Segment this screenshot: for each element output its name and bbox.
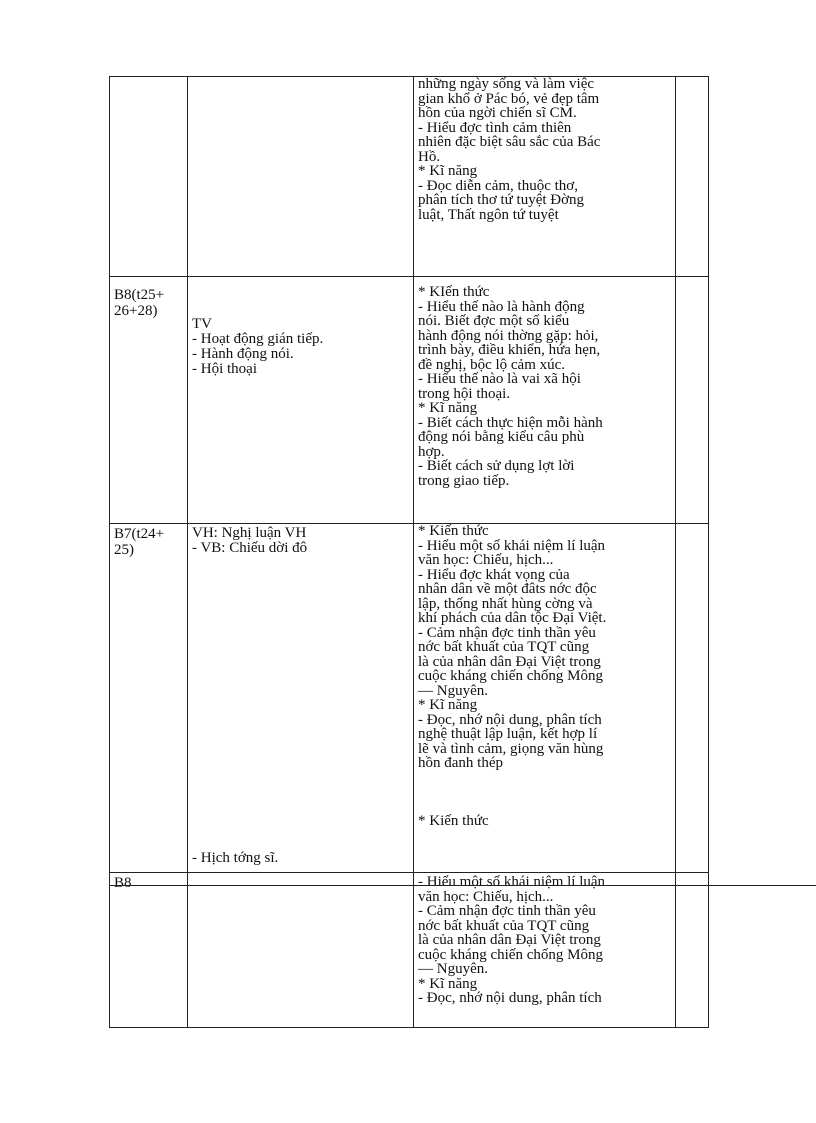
lesson-code-cell <box>110 524 188 873</box>
objective-line: là của nhân dân Đại Việt trong <box>418 932 601 948</box>
objective-line: Hồ. <box>418 148 441 165</box>
objective-line: trong hội thoại. <box>418 385 511 402</box>
objective-line: - Hiểu thế nào là vai xã hội <box>418 371 581 387</box>
objective-line: nớc bất khuất của TQT cũng <box>418 917 590 934</box>
topic-cell <box>188 77 414 277</box>
objective-line: những ngày sống và làm việc <box>418 76 595 92</box>
topic-cell <box>188 277 414 524</box>
objective-line: — Nguyên. <box>418 682 488 699</box>
table-row <box>110 524 709 873</box>
objective-line: gian khổ ở Pác bó, vẻ đẹp tâm <box>418 90 600 107</box>
objective-line: là của nhân dân Đại Việt trong <box>418 653 601 670</box>
objective-line: cuộc kháng chiến chống Mông <box>418 946 603 963</box>
objective-line: phân tích thơ tứ tuyệt Đờng <box>418 192 585 208</box>
objective-line: * Kiến thức <box>418 813 489 829</box>
objective-line: trình bày, điều khiển, hứa hẹn, <box>418 342 601 358</box>
objective-line: văn học: Chiếu, hịch... <box>418 552 554 568</box>
objective-line: - Cảm nhận đợc tinh thần yêu <box>418 624 596 641</box>
topic-line: - Hoạt động gián tiếp. <box>192 331 324 347</box>
topic-line: TV <box>192 316 212 332</box>
objective-line: - Cảm nhận đợc tinh thần yêu <box>418 903 596 919</box>
objective-line: đề nghị, bộc lộ cảm xúc. <box>418 356 566 373</box>
objective-line: — Nguyên. <box>418 961 488 977</box>
objective-line: hồn của ngời chiến sĩ CM. <box>418 105 577 121</box>
notes-cell <box>676 524 709 873</box>
lesson-code-cell <box>110 873 188 1028</box>
notes-cell <box>676 277 709 524</box>
lesson-code: B7(t24+ 25) <box>114 526 165 558</box>
topic-line: - Hành động nói. <box>192 346 294 362</box>
objective-line: - Hiểu đợc khát vọng của <box>418 566 570 583</box>
table-row <box>110 873 709 1028</box>
objective-line: * Kĩ năng <box>418 400 478 416</box>
topic-line: - VB: Chiếu dời đô <box>192 540 308 556</box>
table-row <box>110 277 709 524</box>
topic-cell <box>188 873 414 1028</box>
objective-line: * Kĩ năng <box>418 163 478 179</box>
objective-line: nghệ thuật lập luận, kết hợp lí <box>418 726 598 742</box>
objective-line: trong giao tiếp. <box>418 472 510 489</box>
objectives-cell <box>414 277 676 524</box>
objective-line: * Kĩ năng <box>418 975 478 992</box>
objective-line: nhiên đặc biệt sâu sắc của Bác <box>418 134 601 150</box>
objective-line: hành động nói thờng gặp: hỏi, <box>418 327 599 344</box>
objective-line: động nói bằng kiểu câu phù <box>418 429 585 445</box>
topic-line: VH: Nghị luận VH <box>192 525 307 541</box>
lesson-code-cell <box>110 77 188 277</box>
notes-cell <box>676 77 709 277</box>
notes-cell <box>676 873 709 1028</box>
objective-line: luật, Thất ngôn tứ tuyệt <box>418 206 559 223</box>
objective-line: nói. Biết đợc một số kiểu <box>418 313 570 329</box>
objective-line: hợp. <box>418 443 445 460</box>
topic-cell <box>188 524 414 873</box>
objective-line: hồn đanh thép <box>418 755 503 771</box>
objective-line: * KIến thức <box>418 284 490 300</box>
objective-line: nớc bất khuất của TQT cũng <box>418 639 590 655</box>
lesson-code: B8 <box>114 875 132 891</box>
objective-line: văn học: Chiếu, hịch... <box>418 888 554 905</box>
objective-line: - Đọc, nhớ nội dung, phân tích <box>418 711 602 728</box>
objective-line <box>418 800 671 815</box>
objectives-cell <box>414 873 676 1028</box>
objective-line: - Hiểu một số khái niệm lí luận <box>418 537 606 554</box>
objective-line: cuộc kháng chiến chống Mông <box>418 668 603 684</box>
objective-line: - Hiểu thế nào là hành động <box>418 298 585 315</box>
lesson-code: B8(t25+ 26+28) <box>114 287 165 319</box>
topic-line: - Hội thoại <box>192 361 257 377</box>
horizontal-rule <box>109 885 816 886</box>
objective-line: * Kiến thức <box>418 523 489 539</box>
objective-line: - Hiểu một số khái niệm lí luận <box>418 874 606 890</box>
objective-line: - Hiểu đợc tình cảm thiên <box>418 119 572 136</box>
objective-line: - Biết cách thực hiện mỗi hành <box>418 414 603 431</box>
objective-line: nhân dân về một đâts nớc độc <box>418 581 597 597</box>
table-row <box>110 77 709 277</box>
objective-line: - Biết cách sử dụng lợt lời <box>418 458 575 474</box>
objective-line: lẽ và tình cảm, giọng văn hùng <box>418 740 604 757</box>
objective-line: khí phách của dân tộc Đại Việt. <box>418 610 607 626</box>
objective-line: - Đọc, nhớ nội dung, phân tích <box>418 990 602 1006</box>
lesson-code-cell <box>110 277 188 524</box>
objectives-cell <box>414 524 676 873</box>
topic-line: - Hịch tớng sĩ. <box>192 850 279 866</box>
objective-line: * Kĩ năng <box>418 697 478 713</box>
objectives-cell <box>414 77 676 277</box>
objective-line <box>418 785 671 800</box>
objective-line <box>418 771 671 786</box>
objective-line: - Đọc diễn cảm, thuộc thơ, <box>418 177 578 194</box>
objective-line: lập, thống nhất hùng cờng và <box>418 595 593 612</box>
